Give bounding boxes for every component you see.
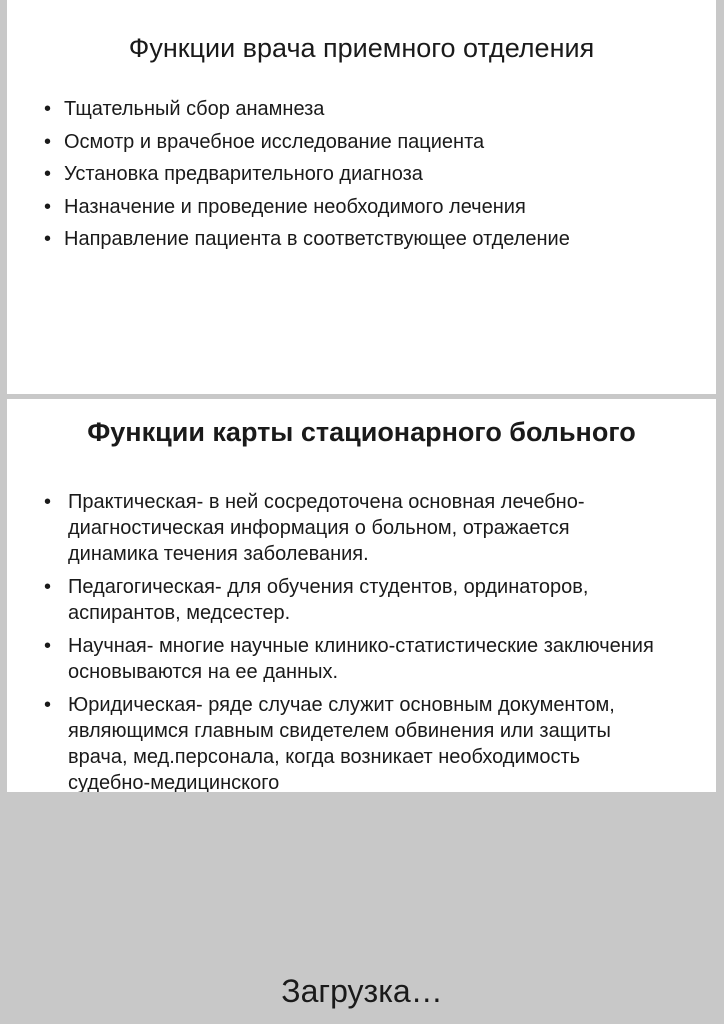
list-item <box>44 126 706 159</box>
bullet-text: Установка предварительного диагноза <box>64 163 423 185</box>
loading-label: Загрузка… <box>281 973 443 1009</box>
list-item <box>44 93 706 126</box>
slide-1-bullet-list <box>44 93 706 256</box>
bullet-text: Осмотр и врачебное исследование пациента <box>64 130 485 153</box>
list-item <box>44 191 706 224</box>
bullet-icon: • <box>44 195 52 218</box>
list-item <box>44 574 656 626</box>
bullet-icon: • <box>44 635 52 657</box>
bullet-text: Направление пациента в соответствующее отделение <box>64 228 570 250</box>
bullet-text: Практическая- в ней сосредоточена основная лечебно-диагностическая информация о больном, отражается динамика течения заболевания. <box>68 491 585 565</box>
bullet-icon: • <box>44 491 52 513</box>
list-item <box>44 692 656 792</box>
list-item <box>44 223 706 256</box>
bullet-text: Юридическая- ряде случае служит основным документом, являющимся главным свидетелем обвинения или защиты врача, мед.персонала, когда возникает необходимость судебно-медицинского <box>68 694 615 792</box>
bullet-text: Тщательный сбор анамнеза <box>64 98 325 120</box>
slide-1-title: Функции врача приемного отделения <box>128 33 595 63</box>
slide-1 <box>7 0 716 394</box>
bullet-text: Педагогическая- для обучения студентов, ординаторов, аспирантов, медсестер. <box>68 576 589 624</box>
slide-2-title: Функции карты стационарного больного <box>87 417 636 447</box>
bullet-text: Назначение и проведение необходимого лечения <box>64 195 526 218</box>
bullet-icon: • <box>44 98 52 120</box>
list-item <box>44 633 656 685</box>
slide-2 <box>7 399 716 792</box>
bullet-icon: • <box>44 130 52 153</box>
bullet-text: Научная- многие научные клинико-статистические заключения основываются на ее данных. <box>68 635 654 683</box>
bullet-icon: • <box>44 576 52 598</box>
slide-2-bullet-list <box>44 489 656 792</box>
bullet-icon: • <box>44 228 52 250</box>
list-item <box>44 158 706 191</box>
bullet-icon: • <box>44 163 52 185</box>
bullet-icon: • <box>44 694 52 716</box>
list-item <box>44 489 656 567</box>
